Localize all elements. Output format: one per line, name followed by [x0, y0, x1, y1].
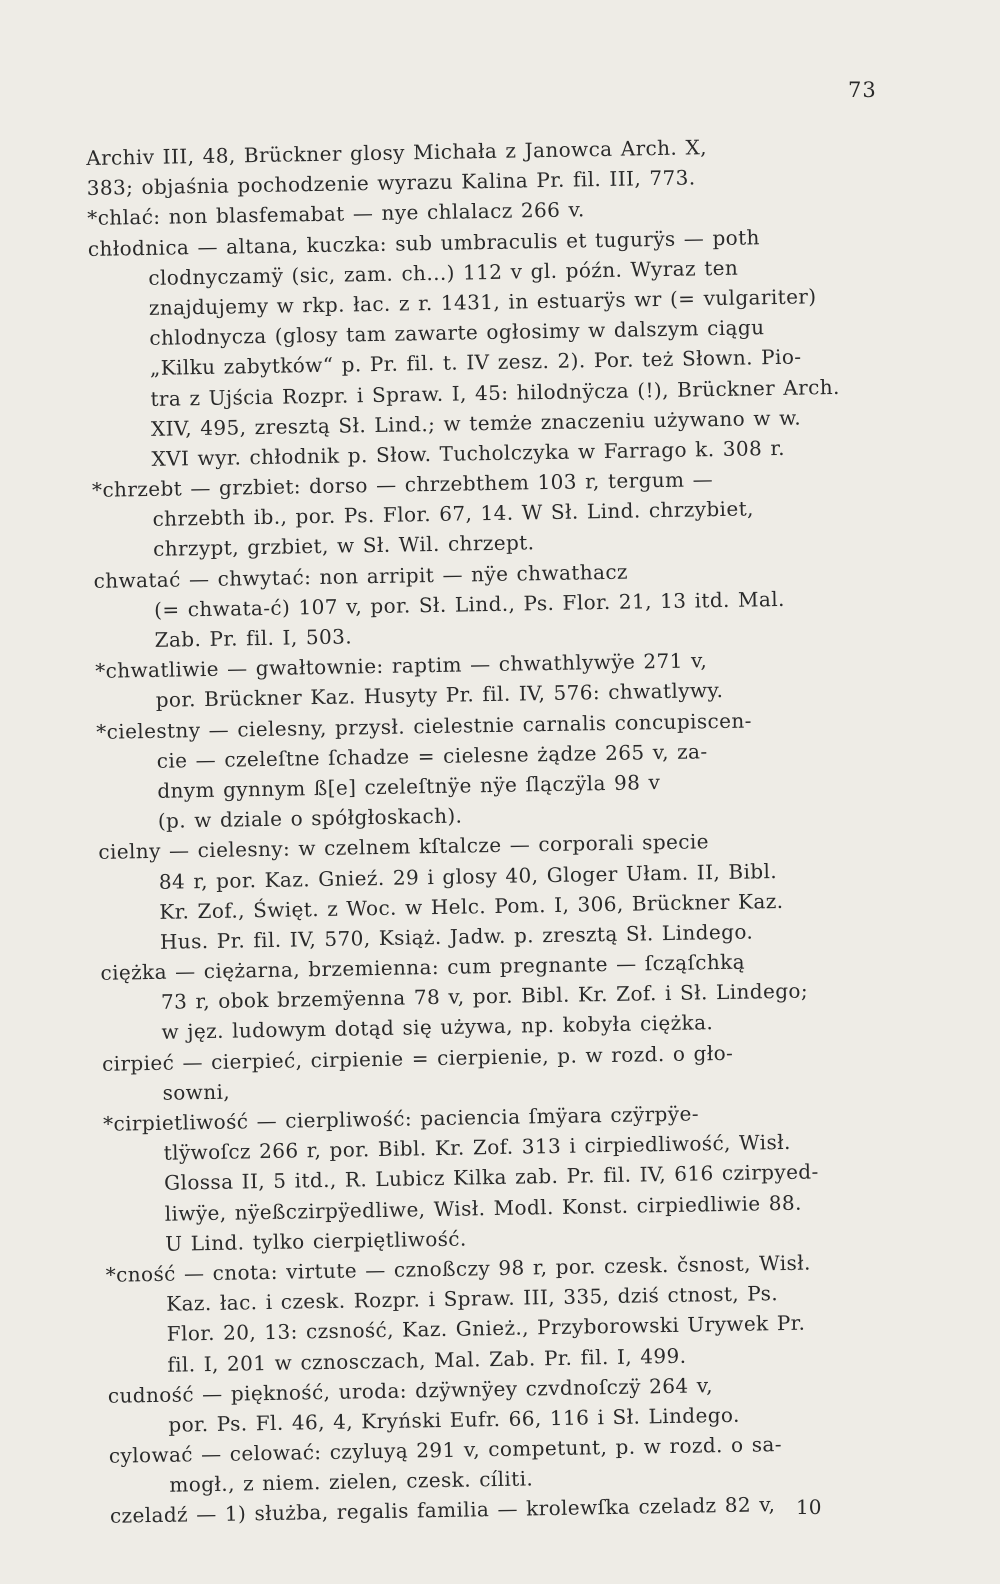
- dictionary-text: [86, 129, 910, 1531]
- text-line: XVI wyr. chłodnik p. Słow. Tucholczyka w Farrago k. 308 r.: [151, 435, 786, 471]
- entry-cudnosc: cudność — piękność, uroda: dzÿwnÿey czvdnoſczÿ 264 v,: [107, 1372, 714, 1408]
- text-line: por. Ps. Fl. 46, 4, Kryński Eufr. 66, 116 i Sł. Lindego.: [168, 1402, 741, 1437]
- entry-ciezka: ciężka — ciężarna, brzemienna: cum pregnante — ſcząſchką: [100, 949, 746, 985]
- entry-chrzebt: *chrzebt — grzbiet: dorso — chrzebthem 103 r, tergum —: [91, 467, 714, 503]
- text-line: cie — czeleſtne ſchadze = cielesne żądze 265 v, za-: [156, 738, 708, 773]
- text-line: tlÿwoſcz 266 r, por. Bibl. Kr. Zof. 313 i cirpiedliwość, Wisł.: [163, 1130, 791, 1165]
- text-line: mogł., z niem. zielen, czesk. cíliti.: [169, 1466, 534, 1497]
- text-line: XIV, 495, zresztą Sł. Lind.; w temże znaczeniu używano w w.: [150, 405, 802, 441]
- entry-cielestny: *cielestny — cielesny, przysł. cielestnie carnalis concupiscen-: [96, 708, 752, 744]
- text-line: Kaz. łac. i czesk. Rozpr. i Spraw. III, 335, dziś ctnost, Ps.: [166, 1281, 779, 1316]
- text-line: fil. I, 201 w cznosczach, Mal. Zab. Pr. fil. I, 499.: [167, 1343, 687, 1377]
- text-line: U Lind. tylko cierpiętliwość.: [165, 1226, 467, 1256]
- entry-czeladz: czeladź — 1) służba, regalis familia — krolewſka czeladz 82 v,: [109, 1492, 776, 1529]
- entry-cylowac: cylować — celować: czyluyą 291 v, competunt, p. w rozd. o sa-: [108, 1432, 783, 1468]
- text-line: Hus. Pr. fil. IV, 570, Książ. Jadw. p. zresztą Sł. Lindego.: [159, 919, 754, 954]
- text-line: 84 r, por. Kaz. Gnieź. 29 i glosy 40, Gloger Ułam. II, Bibl.: [158, 858, 778, 894]
- text-line: tra z Ujścia Rozpr. i Spraw. I, 45: hilodnÿcza (!), Brückner Arch.: [150, 374, 840, 411]
- text-line: clodnyczamÿ (sic, zam. ch...) 112 v gl. późn. Wyraz ten: [148, 255, 739, 290]
- text-line: liwÿe, nÿeßczirpÿedliwe, Wisł. Modl. Konst. cirpiedliwie 88.: [164, 1190, 802, 1226]
- text-line: Glossa II, 5 itd., R. Lubicz Kilka zab. Pr. fil. IV, 616 czirpyed-: [163, 1159, 819, 1196]
- entry-chlac: *chlać: non blasfemabat — nye chlalacz 266 v.: [87, 197, 585, 231]
- text-line: 383; objaśnia pochodzenie wyrazu Kalina Pr. fil. III, 773.: [86, 165, 696, 201]
- text-line: znajdujemy w rkp. łac. z r. 1431, in estuarÿs wr (= vulgariter): [148, 284, 817, 320]
- text-line: chlodnycza (glosy tam zawarte ogłosimy w dalszym ciągu: [149, 315, 765, 351]
- text-line: (= chwata-ć) 107 v, por. Sł. Lind., Ps. Flor. 21, 13 itd. Mal.: [153, 586, 786, 622]
- text-line: chrzypt, grzbiet, w Sł. Wil. chrzept.: [152, 530, 535, 562]
- text-line: w jęz. ludowym dotąd się używa, np. kobyła ciężka.: [161, 1010, 714, 1045]
- text-line: sowni,: [162, 1079, 231, 1105]
- text-line: (p. w dziale o spółgłoskach).: [157, 803, 463, 833]
- text-line: „Kilku zabytków“ p. Pr. fil. t. IV zesz. 2). Por. też Słown. Pio-: [149, 344, 802, 381]
- entry-cielny: cielny — cielesny: w czelnem kſtalcze — corporali specie: [98, 829, 710, 865]
- entry-chwatac: chwatać — chwytać: non arripit — nÿe chwathacz: [93, 559, 629, 593]
- page-number: 73: [848, 78, 877, 102]
- text-line: Kr. Zof., Święt. z Woc. w Helc. Pom. I, 306, Brückner Kaz.: [159, 888, 784, 924]
- text-line: 73 r, obok brzemÿenna 78 v, por. Bibl. Kr. Zof. i Sł. Lindego;: [160, 978, 809, 1015]
- entry-chwatliwie: *chwatliwie — gwałtownie: raptim — chwathlywÿe 271 v,: [95, 648, 708, 684]
- entry-cirpiec: cirpieć — cierpieć, cirpienie = cierpienie, p. w rozd. o gło-: [101, 1040, 734, 1076]
- text-line: chrzebth ib., por. Ps. Flor. 67, 14. W Sł. Lind. chrzybiet,: [152, 496, 755, 532]
- entry-cnosc: *cność — cnota: virtute — cznoßczy 98 r, por. czesk. čsnost, Wisł.: [105, 1250, 812, 1287]
- text-line: Archiv III, 48, Brückner glosy Michała z Janowca Arch. X,: [86, 135, 708, 170]
- text-line: Zab. Pr. fil. I, 503.: [154, 624, 353, 652]
- text-line: Flor. 20, 13: czsność, Kaz. Gnież., Przyborowski Urywek Pr.: [166, 1310, 806, 1347]
- text-line: dnym gynnym ß[e] czeleſtnÿe nÿe ſlączÿla 98 v: [157, 770, 661, 803]
- entry-cirpietliwosc: *cirpietliwość — cierpliwość: paciencia ſmÿara czÿrpÿe-: [102, 1101, 700, 1136]
- printer-signature-mark: 10: [796, 1495, 822, 1519]
- text-line: por. Brückner Kaz. Husyty Pr. fil. IV, 576: chwatlywy.: [155, 678, 724, 713]
- entry-chlodnica: chłodnica — altana, kuczka: sub umbraculis et tugurÿs — poth: [87, 224, 761, 261]
